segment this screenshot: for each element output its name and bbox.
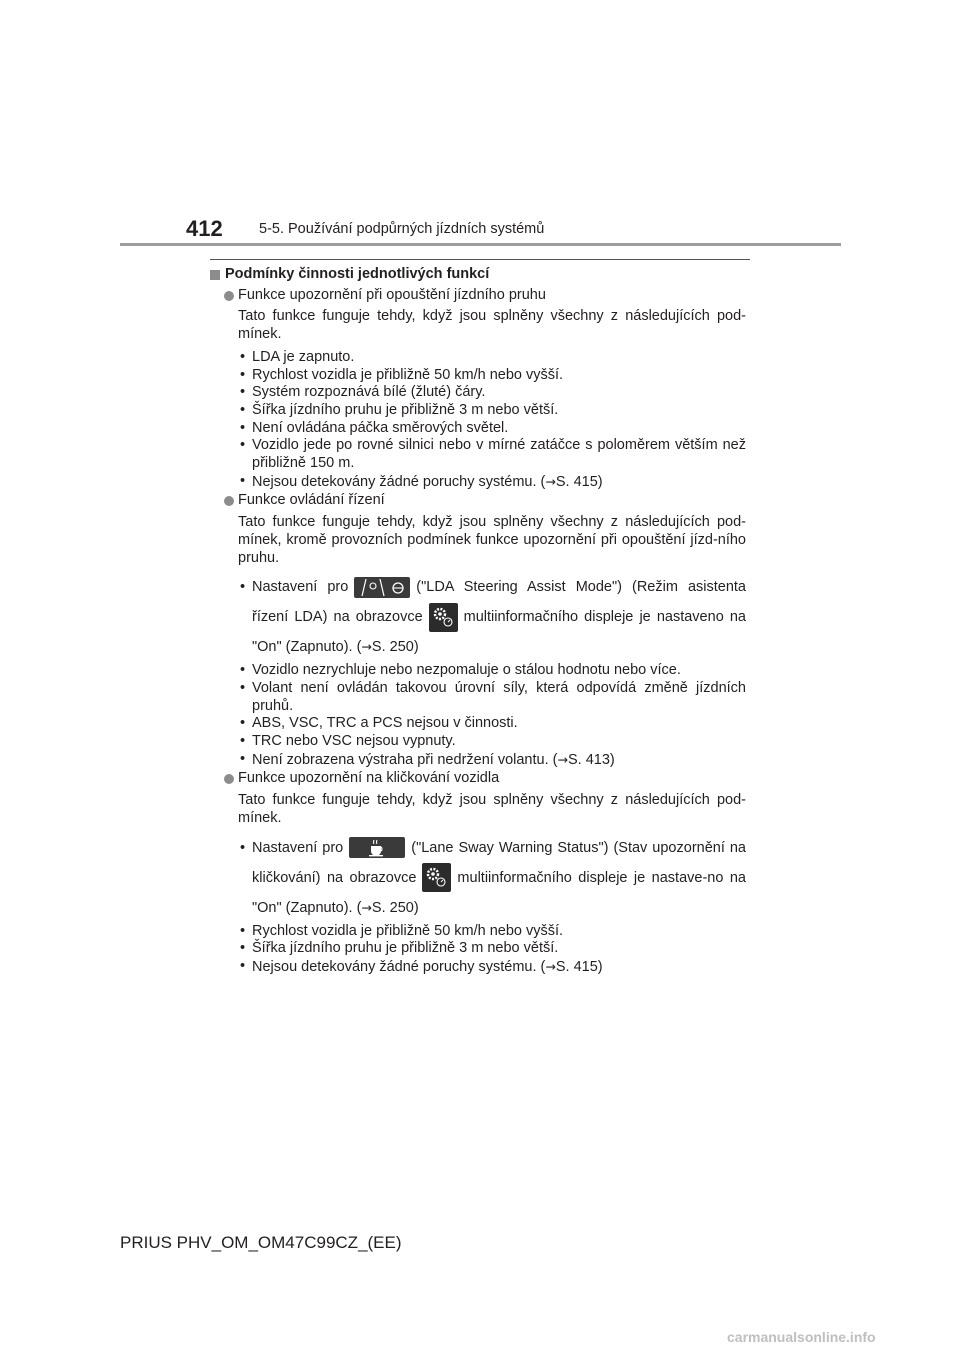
condition-list — [238, 349, 746, 492]
subsection-heading-sway — [224, 770, 746, 788]
watermark: carmanualsonline.info — [727, 1329, 876, 1345]
section-heading — [208, 266, 746, 284]
arrow-icon: → — [361, 639, 372, 655]
arrow-icon: → — [545, 473, 556, 489]
list-item: • Vozidlo jede po rovné silnici nebo v mírné zatáčce s poloměrem větším než přibližně 150 m. — [238, 437, 746, 472]
paragraph: Tato funkce funguje tehdy, když jsou splněny všechny z následujících pod-mínek. — [238, 792, 746, 826]
list-item — [238, 958, 746, 977]
subsection-heading-steering — [224, 492, 746, 510]
gear-settings-icon — [429, 603, 458, 632]
list-item-text: Není zobrazena výstraha při nedržení volantu. ( — [252, 751, 558, 768]
subsection-title: Funkce upozornění při opouštění jízdního pruhu — [238, 286, 546, 303]
subsection-title: Funkce upozornění na kličkování vozidla — [238, 770, 500, 787]
arrow-icon: → — [545, 958, 556, 974]
list-item-text: Nejsou detekovány žádné poruchy systému. ( — [252, 473, 546, 490]
subsection-heading-lda — [224, 287, 746, 305]
list-item-text: multiinformačního displeje je nastaveno na "On" (Zapnuto). ( — [252, 609, 746, 656]
list-item-setting — [238, 833, 746, 923]
page-reference[interactable]: S. 415) — [555, 958, 603, 975]
list-item-text: Nastavení pro — [252, 579, 349, 596]
list-item: • Šířka jízdního pruhu je přibližně 3 m nebo větší. — [238, 402, 746, 420]
list-item: • Rychlost vozidla je přibližně 50 km/h nebo vyšší. — [238, 923, 746, 941]
page-number: 412 — [186, 216, 223, 241]
paragraph: Tato funkce funguje tehdy, když jsou splněny všechny z následujících pod-mínek. — [238, 308, 746, 343]
subsection-title: Funkce ovládání řízení — [238, 492, 385, 509]
footer-doc-code: PRIUS PHV_OM_OM47C99CZ_(EE) — [120, 1233, 402, 1252]
list-item: • Vozidlo nezrychluje nebo nezpomaluje o stálou hodnotu nebo více. — [238, 662, 746, 680]
coffee-cup-icon — [349, 837, 405, 858]
list-item — [238, 751, 746, 770]
list-item-text: multiinformačního displeje je nastave-no na "On" (Zapnuto). ( — [252, 869, 746, 916]
list-item: • Volant není ovládán takovou úrovní síly, která odpovídá změně jízdních pruhů. — [238, 680, 746, 715]
page-header — [0, 0, 960, 250]
condition-list — [238, 833, 746, 977]
page-reference[interactable]: S. 413) — [567, 751, 615, 768]
list-item: • Šířka jízdního pruhu je přibližně 3 m nebo větší. — [238, 940, 746, 958]
section-rule — [210, 259, 750, 260]
arrow-icon: → — [361, 899, 372, 915]
list-item: • Není ovládána páčka směrových světel. — [238, 420, 746, 438]
header-rule — [120, 243, 841, 246]
list-item: • TRC nebo VSC nejsou vypnuty. — [238, 733, 746, 751]
gear-settings-icon — [422, 863, 451, 892]
page-reference[interactable]: S. 415) — [555, 473, 603, 490]
page-reference[interactable]: S. 250) — [371, 899, 419, 916]
list-item: • Rychlost vozidla je přibližně 50 km/h nebo vyšší. — [238, 367, 746, 385]
list-item-text: ("LDA Steering Assist Mode") (Režim asistenta řízení LDA) na obrazovce — [252, 579, 746, 626]
lda-steering-assist-icon — [354, 577, 410, 598]
page-reference[interactable]: S. 250) — [371, 639, 419, 656]
circle-bullet-icon — [224, 291, 234, 301]
chapter-title: 5-5. Používání podpůrných jízdních systémů — [259, 221, 545, 237]
list-item-text: ("Lane Sway Warning Status") (Stav upozornění na kličkování) na obrazovce — [252, 839, 746, 886]
list-item-setting — [238, 572, 746, 662]
circle-bullet-icon — [224, 496, 234, 506]
circle-bullet-icon — [224, 774, 234, 784]
arrow-icon: → — [557, 751, 568, 767]
list-item: • ABS, VSC, TRC a PCS nejsou v činnosti. — [238, 715, 746, 733]
section-title: Podmínky činnosti jednotlivých funkcí — [225, 266, 490, 282]
condition-list — [238, 572, 746, 769]
list-item: • LDA je zapnuto. — [238, 349, 746, 367]
list-item — [238, 473, 746, 492]
list-item-text: Nastavení pro — [252, 839, 344, 856]
list-item-text: Nejsou detekovány žádné poruchy systému. ( — [252, 958, 546, 975]
list-item: • Systém rozpoznává bílé (žluté) čáry. — [238, 384, 746, 402]
page-content — [208, 266, 746, 978]
paragraph: Tato funkce funguje tehdy, když jsou splněny všechny z následujících pod-mínek, kromě provozních podmínek funkce upozornění při opouštění jízd-ního pruhu. — [238, 514, 746, 566]
square-bullet-icon — [210, 270, 220, 280]
